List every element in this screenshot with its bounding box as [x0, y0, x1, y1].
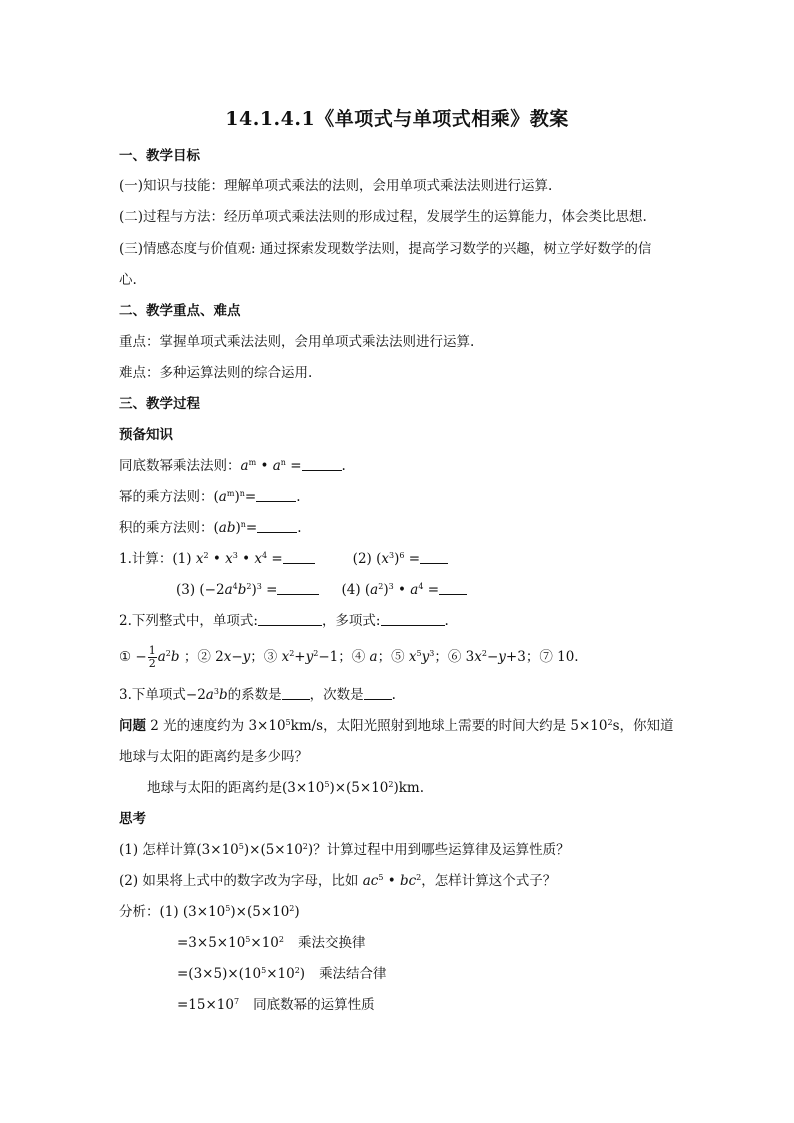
analysis-step-3: $=15\times 10^7$ 同底数幂的运算性质 — [177, 997, 375, 1013]
problem-2-line1: 问题 2 光的速度约为 $3\times 10^5km/s$，太阳光照射到地球上需要的时间大约是 $5\times 10^2s$，你知道 — [119, 718, 674, 734]
exercise-2-options: ① − $\frac{1}{2}$ $a^2b$ ；② 2x−y；③ $x^2+y^2-1$；④ a；⑤ $x^5y^3$；⑥ $3x^2-y+3$；⑦ 10. — [119, 644, 579, 670]
section-heading-keypoints: 二、教学重点、难点 — [119, 303, 241, 319]
earth-sun-distance: 地球与太阳的距离约是$(3\times 10^5)\times(5\times 10^2)km$. — [147, 780, 425, 796]
goal-attitude-line2: 心. — [119, 272, 137, 288]
page-title: 14.1.4.1《单项式与单项式相乘》教案 — [225, 108, 569, 130]
goal-knowledge: (一)知识与技能：理解单项式乘法的法则，会用单项式乘法法则进行运算. — [119, 178, 553, 194]
exercise-3: 3.下单项式$-2a^3b$的系数是 ，次数是 . — [119, 687, 396, 703]
analysis-step-1: $=3\times 5\times 10^5\times 10^2$ 乘法交换律 — [177, 935, 366, 951]
goal-attitude-line1: (三)情感态度与价值观: 通过探索发现数学法则，提高学习数学的兴趣，树立学好数学的信 — [119, 241, 652, 257]
exercise-1-row2: (3) $(-2a^4b^2)^3 = (4)$ $(a^2)^3$ • $a^4$ = — [176, 581, 467, 599]
goal-process: (二)过程与方法：经历单项式乘法法则的形成过程，发展学生的运算能力，体会类比思想. — [119, 209, 647, 225]
exercise-1-row1: 1.计算：(1) $x^2$ • $x^3$ • $x^4 = (2) (x^3)^6$ = — [119, 550, 448, 568]
prep-knowledge-heading: 预备知识 — [119, 427, 173, 443]
problem-2-line2: 地球与太阳的距离约是多少吗？ — [119, 749, 308, 765]
difficult-point: 难点：多种运算法则的综合运用. — [119, 365, 313, 381]
analysis-step-2: $=(3\times 5)\times(10^5\times 10^2)$ 乘法结合律 — [177, 966, 387, 982]
rule-power-of-power: 幂的乘方法则：$(a^m)^n=$ . — [119, 489, 301, 505]
rule-same-base: 同底数幂乘法法则：$a^m$ • $a^n$ = . — [119, 458, 346, 474]
key-point: 重点：掌握单项式乘法法则，会用单项式乘法法则进行运算. — [119, 334, 475, 350]
analysis-line: 分析：(1) $(3\times 10^5)\times(5\times 10^2)$ — [119, 904, 300, 920]
section-heading-goals: 一、教学目标 — [119, 148, 200, 164]
think-question-2: (2) 如果将上式中的数字改为字母，比如 $ac^5$ • $bc^2$，怎样计算这个式子？ — [119, 873, 557, 889]
exercise-2: 2.下列整式中，单项式: ，多项式: . — [119, 613, 449, 629]
rule-power-of-product: 积的乘方法则：(ab)$^n$= . — [119, 520, 302, 536]
think-heading: 思考 — [119, 811, 146, 827]
section-heading-process: 三、教学过程 — [119, 396, 200, 412]
think-question-1: (1) 怎样计算$(3\times 10^5)\times(5\times 10^2)$？计算过程中用到哪些运算律及运算性质？ — [119, 842, 570, 858]
